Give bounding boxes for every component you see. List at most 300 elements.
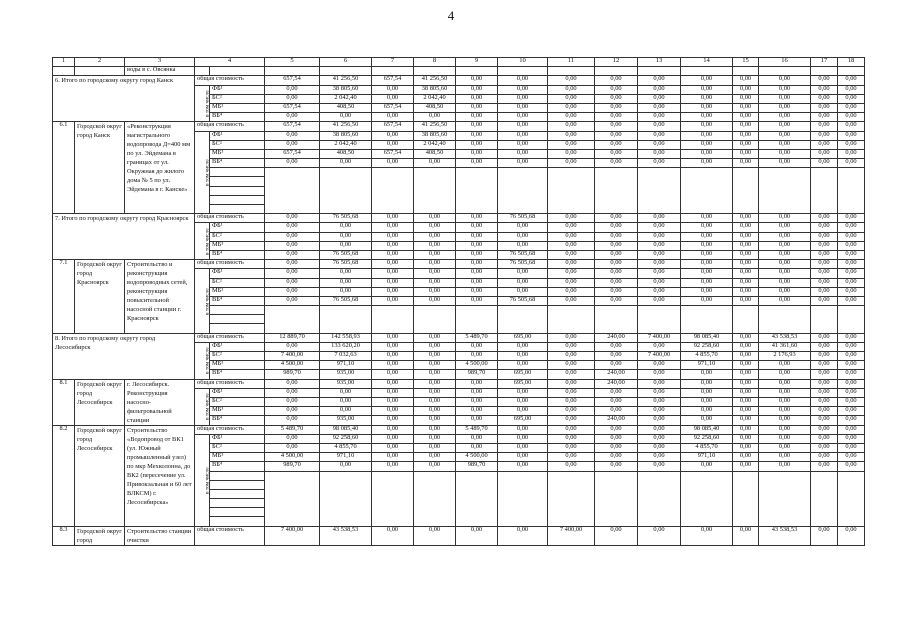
empty-cell — [638, 324, 681, 333]
empty-cell — [759, 186, 811, 195]
value-cell: 0,00 — [548, 453, 595, 462]
value-cell: 0,00 — [733, 103, 759, 112]
empty-cell — [638, 499, 681, 508]
value-cell: 0,00 — [811, 462, 838, 471]
empty-cell — [595, 499, 638, 508]
value-cell: 0,00 — [838, 232, 865, 241]
value-cell: 0,00 — [838, 122, 865, 131]
value-cell: 0,00 — [811, 333, 838, 342]
value-cell: 0,00 — [638, 269, 681, 278]
value-cell: 0,00 — [414, 443, 456, 452]
value-cell: 76 505,68 — [320, 250, 372, 259]
value-cell: 0,00 — [681, 278, 733, 287]
value-cell: 0,00 — [498, 149, 548, 158]
value-cell: 0,00 — [638, 250, 681, 259]
value-cell: 0,00 — [595, 462, 638, 471]
value-cell: 0,00 — [265, 260, 320, 269]
empty-cell — [595, 177, 638, 186]
value-cell: 0,00 — [638, 260, 681, 269]
value-cell: 5 489,70 — [456, 425, 498, 434]
empty-cell — [498, 489, 548, 498]
value-cell: 0,00 — [811, 250, 838, 259]
value-cell: 0,00 — [498, 434, 548, 443]
empty-cell — [811, 195, 838, 204]
value-cell: 0,00 — [759, 214, 811, 223]
value-cell: 0,00 — [595, 453, 638, 462]
value-cell: 38 805,60 — [414, 131, 456, 140]
empty-cell — [759, 168, 811, 177]
value-cell: 0,00 — [838, 398, 865, 407]
value-cell: 0,00 — [548, 443, 595, 452]
empty-cell — [498, 306, 548, 315]
funding-type: общая стоимость — [195, 76, 265, 85]
value-cell: 0,00 — [456, 260, 498, 269]
value-cell: 0,00 — [638, 398, 681, 407]
empty-cell — [456, 324, 498, 333]
empty-cell — [733, 186, 759, 195]
value-cell: 0,00 — [548, 352, 595, 361]
value-cell: 92 258,60 — [681, 342, 733, 351]
value-cell: 0,00 — [414, 416, 456, 425]
empty-cell — [759, 480, 811, 489]
value-cell: 0,00 — [681, 416, 733, 425]
value-cell: 0,00 — [595, 223, 638, 232]
empty-cell — [456, 315, 498, 324]
municipality-name: Городской округ город Канск — [75, 122, 125, 214]
value-cell: 0,00 — [811, 296, 838, 305]
value-cell: 0,00 — [595, 425, 638, 434]
value-cell: 0,00 — [811, 388, 838, 397]
value-cell: 971,10 — [681, 361, 733, 370]
value-cell: 43 538,53 — [320, 526, 372, 545]
empty-cell — [210, 315, 265, 324]
value-cell: 0,00 — [638, 342, 681, 351]
value-cell: 0,00 — [733, 214, 759, 223]
empty-cell — [811, 306, 838, 315]
funding-type: ВБ⁴ — [210, 250, 265, 259]
value-cell: 0,00 — [681, 388, 733, 397]
value-cell: 0,00 — [498, 342, 548, 351]
value-cell: 0,00 — [498, 278, 548, 287]
value-cell: 0,00 — [414, 333, 456, 342]
item-number: 8.2 — [53, 425, 75, 526]
value-cell: 0,00 — [595, 407, 638, 416]
value-cell: 695,00 — [498, 379, 548, 388]
value-cell: 0,00 — [498, 159, 548, 168]
value-cell: 0,00 — [320, 462, 372, 471]
value-cell: 0,00 — [733, 260, 759, 269]
value-cell: 0,00 — [811, 342, 838, 351]
value-cell: 0,00 — [638, 462, 681, 471]
empty-cell — [838, 168, 865, 177]
value-cell: 0,00 — [548, 214, 595, 223]
value-cell: 0,00 — [414, 462, 456, 471]
value-cell: 0,00 — [733, 398, 759, 407]
value-cell: 0,00 — [595, 398, 638, 407]
funding-type: БС² — [210, 278, 265, 287]
value-cell: 240,00 — [595, 333, 638, 342]
value-cell: 0,00 — [811, 526, 838, 545]
value-cell: 41 256,50 — [414, 122, 456, 131]
value-cell: 0,00 — [811, 407, 838, 416]
value-cell: 0,00 — [733, 342, 759, 351]
funding-type: общая стоимость — [195, 260, 265, 269]
value-cell: 0,00 — [265, 131, 320, 140]
value-cell: 0,00 — [456, 287, 498, 296]
empty-cell — [548, 306, 595, 315]
empty-cell — [838, 471, 865, 480]
column-header: 15 — [733, 58, 759, 67]
value-cell: 0,00 — [414, 361, 456, 370]
empty-cell — [638, 306, 681, 315]
value-cell: 0,00 — [548, 462, 595, 471]
empty-cell — [498, 195, 548, 204]
value-cell: 0,00 — [456, 122, 498, 131]
empty-cell — [372, 499, 414, 508]
value-cell: 0,00 — [733, 287, 759, 296]
object-description: Строительство и реконструкция водопроводных сетей, реконструкция повысительной насосной станции г. Красноярск — [125, 260, 195, 334]
empty-cell — [681, 186, 733, 195]
value-cell: 0,00 — [838, 434, 865, 443]
value-cell: 0,00 — [681, 94, 733, 103]
empty-cell — [372, 471, 414, 480]
value-cell: 0,00 — [456, 379, 498, 388]
empty-cell — [320, 306, 372, 315]
empty-cell — [733, 480, 759, 489]
empty-cell — [498, 480, 548, 489]
value-cell: 0,00 — [759, 425, 811, 434]
value-cell: 0,00 — [681, 287, 733, 296]
value-cell: 0,00 — [456, 269, 498, 278]
empty-cell — [548, 480, 595, 489]
item-number: 7.1 — [53, 260, 75, 334]
value-cell: 0,00 — [548, 149, 595, 158]
value-cell: 0,00 — [811, 361, 838, 370]
value-cell: 0,00 — [456, 407, 498, 416]
value-cell: 0,00 — [456, 352, 498, 361]
object-description: «Реконструкция магистрального водопровода Д=400 мм по ул. Эйдемана в границах от ул. Окружная до жилого дома № 5 по ул. Эйдемана в г. Канске» — [125, 122, 195, 214]
value-cell: 0,00 — [733, 140, 759, 149]
value-cell: 2 042,40 — [414, 140, 456, 149]
value-cell: 0,00 — [414, 370, 456, 379]
value-cell: 0,00 — [414, 398, 456, 407]
value-cell: 0,00 — [372, 453, 414, 462]
empty-cell — [265, 195, 320, 204]
value-cell: 0,00 — [414, 287, 456, 296]
value-cell: 0,00 — [838, 370, 865, 379]
empty-cell — [838, 195, 865, 204]
value-cell: 0,00 — [595, 342, 638, 351]
empty-cell — [210, 195, 265, 204]
value-cell: 0,00 — [414, 214, 456, 223]
value-cell: 0,00 — [548, 103, 595, 112]
value-cell: 0,00 — [372, 250, 414, 259]
value-cell: 0,00 — [456, 214, 498, 223]
value-cell: 0,00 — [372, 398, 414, 407]
value-cell: 0,00 — [638, 76, 681, 85]
value-cell: 0,00 — [638, 94, 681, 103]
value-cell: 0,00 — [681, 398, 733, 407]
value-cell: 0,00 — [811, 269, 838, 278]
empty-cell — [372, 306, 414, 315]
value-cell: 0,00 — [414, 223, 456, 232]
funding-type: ВБ⁴ — [210, 416, 265, 425]
funding-type: общая стоимость — [195, 379, 265, 388]
value-cell: 0,00 — [759, 388, 811, 397]
item-row — [53, 379, 865, 388]
value-cell: 0,00 — [595, 361, 638, 370]
value-cell: 0,00 — [811, 113, 838, 122]
empty-cell — [414, 177, 456, 186]
empty-cell — [638, 517, 681, 526]
value-cell: 0,00 — [372, 260, 414, 269]
value-cell: 0,00 — [681, 223, 733, 232]
value-cell: 0,00 — [638, 232, 681, 241]
municipality-name: Городской округ город — [75, 526, 125, 545]
value-cell: 0,00 — [838, 287, 865, 296]
empty-cell — [372, 177, 414, 186]
empty-cell — [414, 168, 456, 177]
value-cell: 0,00 — [548, 241, 595, 250]
empty-cell — [595, 195, 638, 204]
value-cell: 0,00 — [733, 85, 759, 94]
value-cell: 989,70 — [265, 370, 320, 379]
value-cell: 0,00 — [498, 113, 548, 122]
value-cell: 0,00 — [681, 407, 733, 416]
empty-cell — [838, 324, 865, 333]
value-cell: 0,00 — [638, 223, 681, 232]
value-cell: 0,00 — [372, 434, 414, 443]
column-header: 7 — [372, 58, 414, 67]
value-cell: 2 042,40 — [320, 140, 372, 149]
value-cell: 0,00 — [498, 407, 548, 416]
empty-cell — [681, 306, 733, 315]
value-cell: 0,00 — [372, 526, 414, 545]
value-cell: 0,00 — [372, 223, 414, 232]
value-cell: 0,00 — [733, 526, 759, 545]
value-cell: 0,00 — [548, 250, 595, 259]
funding-type: ФБ¹ — [210, 223, 265, 232]
value-cell: 0,00 — [498, 103, 548, 112]
item-number: 8.3 — [53, 526, 75, 545]
value-cell: 0,00 — [265, 416, 320, 425]
empty-cell — [548, 177, 595, 186]
empty-cell — [759, 517, 811, 526]
value-cell: 0,00 — [638, 85, 681, 94]
value-cell: 0,00 — [638, 278, 681, 287]
value-cell: 0,00 — [681, 260, 733, 269]
value-cell: 0,00 — [595, 94, 638, 103]
funding-type: ФБ¹ — [210, 131, 265, 140]
value-cell: 0,00 — [638, 388, 681, 397]
empty-cell — [414, 315, 456, 324]
value-cell: 0,00 — [595, 214, 638, 223]
value-cell: 657,54 — [265, 103, 320, 112]
empty-cell — [681, 324, 733, 333]
empty-cell — [456, 508, 498, 517]
funding-type: ФБ¹ — [210, 85, 265, 94]
value-cell: 0,00 — [595, 388, 638, 397]
value-cell: 0,00 — [372, 269, 414, 278]
empty-cell — [210, 177, 265, 186]
value-cell: 0,00 — [638, 140, 681, 149]
value-cell: 0,00 — [414, 296, 456, 305]
value-cell: 240,00 — [595, 379, 638, 388]
value-cell: 0,00 — [456, 416, 498, 425]
empty-cell — [372, 489, 414, 498]
value-cell: 0,00 — [414, 250, 456, 259]
empty-cell — [372, 186, 414, 195]
empty-cell — [456, 480, 498, 489]
value-cell: 0,00 — [265, 223, 320, 232]
funding-type: МБ³ — [210, 361, 265, 370]
value-cell: 0,00 — [320, 241, 372, 250]
value-cell: 0,00 — [811, 398, 838, 407]
value-cell: 0,00 — [548, 269, 595, 278]
empty-cell — [638, 489, 681, 498]
value-cell: 43 538,53 — [759, 526, 811, 545]
empty-cell — [210, 499, 265, 508]
empty-cell — [320, 315, 372, 324]
value-cell: 0,00 — [759, 131, 811, 140]
value-cell: 0,00 — [733, 425, 759, 434]
empty-cell — [733, 315, 759, 324]
empty-cell — [838, 315, 865, 324]
value-cell: 0,00 — [638, 453, 681, 462]
value-cell: 38 805,60 — [320, 131, 372, 140]
vertical-text: в том числе — [204, 393, 211, 421]
value-cell: 0,00 — [372, 159, 414, 168]
value-cell: 0,00 — [838, 407, 865, 416]
empty-cell — [414, 324, 456, 333]
value-cell: 0,00 — [265, 287, 320, 296]
value-cell: 0,00 — [548, 159, 595, 168]
value-cell: 2 042,40 — [320, 94, 372, 103]
funding-type: ФБ¹ — [210, 269, 265, 278]
empty-cell — [456, 177, 498, 186]
value-cell: 0,00 — [548, 76, 595, 85]
funding-type: МБ³ — [210, 453, 265, 462]
empty-cell — [638, 195, 681, 204]
value-cell: 0,00 — [681, 462, 733, 471]
value-cell: 0,00 — [811, 287, 838, 296]
value-cell: 0,00 — [811, 122, 838, 131]
value-cell: 4 855,70 — [681, 443, 733, 452]
value-cell: 0,00 — [372, 342, 414, 351]
value-cell: 0,00 — [733, 379, 759, 388]
value-cell: 0,00 — [759, 407, 811, 416]
value-cell: 0,00 — [681, 149, 733, 158]
value-cell: 0,00 — [681, 103, 733, 112]
value-cell: 657,54 — [265, 149, 320, 158]
value-cell: 0,00 — [498, 85, 548, 94]
value-cell: 0,00 — [759, 379, 811, 388]
value-cell: 0,00 — [838, 453, 865, 462]
value-cell: 0,00 — [320, 232, 372, 241]
value-cell: 0,00 — [838, 149, 865, 158]
value-cell: 76 505,68 — [320, 214, 372, 223]
value-cell: 0,00 — [548, 287, 595, 296]
value-cell: 0,00 — [838, 113, 865, 122]
value-cell: 0,00 — [681, 296, 733, 305]
empty-cell — [811, 471, 838, 480]
empty-cell — [595, 186, 638, 195]
value-cell: 0,00 — [811, 241, 838, 250]
empty-cell — [265, 306, 320, 315]
funding-type: общая стоимость — [195, 333, 265, 342]
value-cell: 2 042,40 — [414, 94, 456, 103]
value-cell: 0,00 — [265, 434, 320, 443]
in-total-vertical-label — [195, 388, 210, 425]
value-cell: 0,00 — [811, 159, 838, 168]
empty-cell — [759, 471, 811, 480]
value-cell: 0,00 — [320, 388, 372, 397]
value-cell: 0,00 — [681, 269, 733, 278]
empty-cell — [733, 306, 759, 315]
value-cell: 0,00 — [456, 250, 498, 259]
value-cell: 0,00 — [681, 379, 733, 388]
value-cell: 0,00 — [414, 241, 456, 250]
column-header: 9 — [456, 58, 498, 67]
value-cell: 0,00 — [811, 103, 838, 112]
empty-cell — [210, 186, 265, 195]
value-cell: 0,00 — [265, 398, 320, 407]
value-cell: 989,70 — [456, 370, 498, 379]
column-header: 16 — [759, 58, 811, 67]
empty-cell — [811, 315, 838, 324]
value-cell: 0,00 — [838, 342, 865, 351]
value-cell: 0,00 — [811, 260, 838, 269]
column-header: 4 — [195, 58, 265, 67]
empty-cell — [595, 315, 638, 324]
empty-cell — [498, 315, 548, 324]
value-cell: 76 505,68 — [320, 260, 372, 269]
value-cell: 0,00 — [372, 131, 414, 140]
empty-cell — [210, 306, 265, 315]
value-cell: 0,00 — [548, 388, 595, 397]
empty-cell — [733, 324, 759, 333]
total-row — [53, 333, 865, 342]
vertical-text: в том числе — [204, 347, 211, 375]
value-cell: 0,00 — [759, 462, 811, 471]
funding-type: БС² — [210, 232, 265, 241]
value-cell: 0,00 — [595, 76, 638, 85]
empty-cell — [733, 499, 759, 508]
empty-cell — [548, 195, 595, 204]
value-cell: 0,00 — [548, 85, 595, 94]
value-cell: 142 558,93 — [320, 333, 372, 342]
value-cell: 0,00 — [372, 140, 414, 149]
value-cell: 0,00 — [320, 223, 372, 232]
value-cell: 0,00 — [498, 425, 548, 434]
empty-cell — [681, 517, 733, 526]
value-cell: 989,70 — [456, 462, 498, 471]
column-header: 1 — [53, 58, 75, 67]
value-cell: 0,00 — [811, 416, 838, 425]
value-cell: 0,00 — [595, 443, 638, 452]
value-cell: 0,00 — [759, 453, 811, 462]
empty-cell — [733, 168, 759, 177]
value-cell: 0,00 — [456, 526, 498, 545]
empty-cell — [681, 471, 733, 480]
section-total-title: 7. Итого по городскому округу город Красноярск — [53, 214, 195, 260]
empty-cell — [681, 315, 733, 324]
empty-cell — [681, 508, 733, 517]
empty-cell — [414, 499, 456, 508]
value-cell: 12 889,70 — [265, 333, 320, 342]
empty-cell — [320, 177, 372, 186]
empty-cell — [265, 177, 320, 186]
